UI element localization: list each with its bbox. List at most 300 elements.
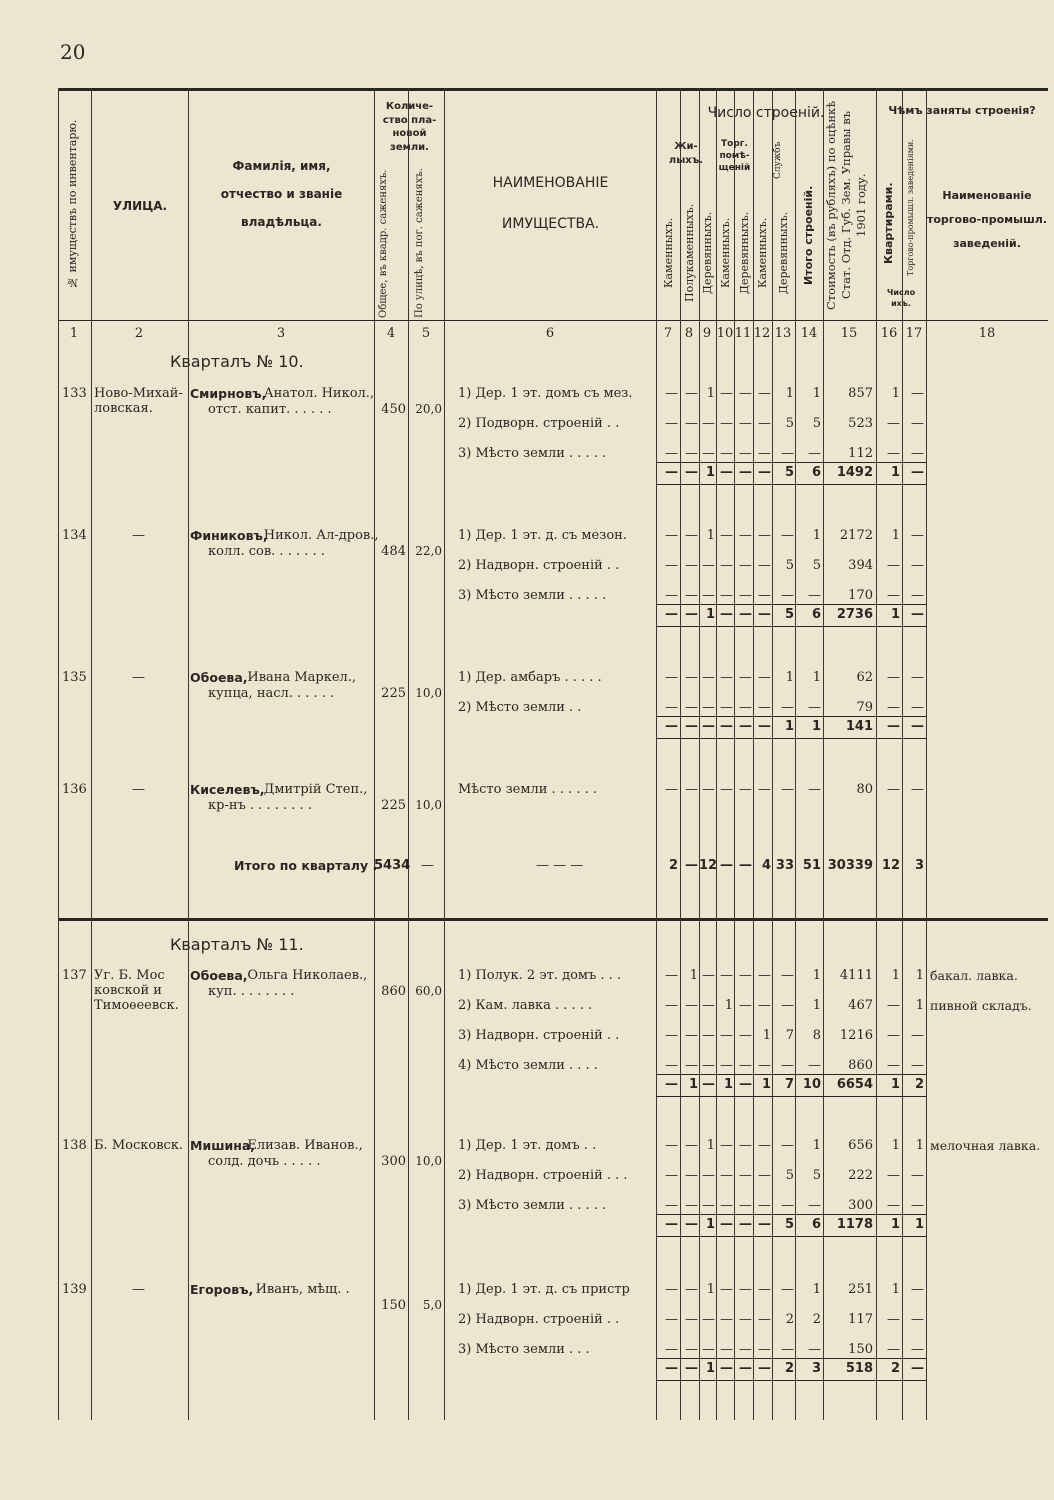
value-cell: — (808, 700, 821, 715)
header-c17: Торгово-промышл. заведеніями. (906, 139, 915, 277)
value-cell: 2 (668, 858, 678, 873)
value-cell: 300 (848, 1198, 873, 1213)
page-number: 20 (60, 40, 86, 64)
value-cell: — (685, 465, 698, 480)
value-cell: — (808, 1342, 821, 1357)
inventory-table (58, 88, 1048, 1420)
value-cell: — (758, 1058, 771, 1073)
value-cell: 1 (891, 1282, 900, 1297)
value-cell: 5 (784, 607, 794, 622)
value-cell: — (720, 700, 733, 715)
value-cell: 1 (891, 968, 900, 983)
value-cell: — (665, 1058, 678, 1073)
value-cell: — (911, 588, 924, 603)
property-item: 3) Надворн. строеній . . (458, 1028, 620, 1043)
owner-title: кр-нъ . . . . . . . . (208, 798, 312, 813)
column-number: 5 (421, 326, 431, 341)
value-cell: — (685, 1282, 698, 1297)
value-cell: — (781, 1282, 794, 1297)
value-cell: — (758, 998, 771, 1013)
value-cell: — (887, 1342, 900, 1357)
owner-name: Киселевъ, (190, 782, 265, 797)
column-number: 16 (880, 326, 898, 341)
value-cell: — (720, 1282, 733, 1297)
subtotal-rule (656, 1096, 926, 1097)
value-cell: — (720, 1217, 733, 1232)
value-cell: 12 (881, 858, 900, 873)
land-area: 225 (381, 798, 406, 813)
value-cell: — (739, 1312, 752, 1327)
header-trade: Торг. помѣ- щеній (718, 139, 751, 174)
header-inventory-no: № имуществъ по инвентарю. (66, 119, 79, 289)
column-number: 15 (840, 326, 858, 341)
header-count: Число ихъ. (886, 288, 916, 308)
value-cell: — (702, 968, 715, 983)
owner-details: Анатол. Никол., (263, 386, 375, 401)
value-cell: — (758, 1312, 771, 1327)
value-cell: — (781, 1138, 794, 1153)
value-cell: — (702, 700, 715, 715)
total-frontage: — (421, 858, 434, 873)
value-cell: 1 (890, 1077, 900, 1092)
land-frontage: 5,0 (422, 1298, 442, 1312)
value-cell: — (739, 782, 752, 797)
inventory-number: 138 (62, 1138, 87, 1153)
property-item: 1) Дер. 1 эт. д. съ мезон. (458, 528, 627, 543)
value-cell: — (665, 386, 678, 401)
value-cell: — (720, 1312, 733, 1327)
value-cell: — (685, 558, 698, 573)
value-cell: 1 (915, 998, 924, 1013)
value-cell: 1 (915, 1138, 924, 1153)
header-frontage: По улицѣ, въ пог. саженяхъ. (414, 168, 425, 318)
value-cell: 222 (848, 1168, 873, 1183)
value-cell: — (739, 858, 752, 873)
value-cell: 2 (914, 1077, 924, 1092)
header-c12: Каменныхъ. (756, 217, 769, 289)
owner-title: купца, насл. . . . . . (208, 686, 335, 701)
value-cell: — (720, 528, 733, 543)
value-cell: — (702, 1077, 715, 1092)
header-c18: Наименованіе торгово-промышл. заведеній. (926, 189, 1048, 251)
value-cell: — (665, 998, 678, 1013)
value-cell: — (739, 386, 752, 401)
value-cell: — (758, 782, 771, 797)
owner-title: колл. сов. . . . . . . (208, 544, 325, 559)
owner-details: Иванъ, мѣщ. . (255, 1282, 350, 1297)
column-number: 13 (774, 326, 792, 341)
value-cell: 1 (891, 386, 900, 401)
land-area: 450 (381, 402, 406, 417)
value-cell: 1 (891, 528, 900, 543)
value-cell: — (685, 700, 698, 715)
value-cell: — (911, 1168, 924, 1183)
value-cell: — (720, 858, 733, 873)
value-cell: — (665, 1168, 678, 1183)
value-cell: — (739, 1282, 752, 1297)
owner-details: Елизав. Иванов., (247, 1138, 363, 1153)
value-cell: — (758, 446, 771, 461)
value-cell: — (702, 558, 715, 573)
value-cell: — (739, 700, 752, 715)
inventory-number: 139 (62, 1282, 87, 1297)
value-cell: 6654 (836, 1077, 873, 1092)
column-number: 2 (134, 326, 144, 341)
header-c10: Каменныхъ. (719, 217, 732, 289)
value-cell: — (739, 446, 752, 461)
header-land: Количе- ство пла- новой земли. (382, 101, 437, 153)
value-cell: — (758, 968, 771, 983)
value-cell: — (702, 998, 715, 1013)
value-cell: 1492 (836, 465, 873, 480)
header-c8: Полукаменныхъ. (683, 203, 696, 303)
owner-title: солд. дочь . . . . . (208, 1154, 321, 1169)
value-cell: — (758, 558, 771, 573)
value-cell: — (720, 446, 733, 461)
value-cell: — (911, 1342, 924, 1357)
value-cell: — (665, 1282, 678, 1297)
value-cell: 1 (723, 1077, 733, 1092)
header-area: Общее, въ квадр. саженяхъ. (378, 169, 389, 318)
owner-title: отст. капит. . . . . . (208, 402, 332, 417)
value-cell: — (758, 1342, 771, 1357)
value-cell: 1 (890, 1217, 900, 1232)
value-cell: 1 (689, 968, 698, 983)
value-cell: 5 (785, 558, 794, 573)
value-cell: — (758, 528, 771, 543)
street: Ново-Михай- (94, 386, 183, 401)
value-cell: 5 (784, 1217, 794, 1232)
property-item: 2) Надворн. строеній . . . (458, 1168, 628, 1183)
land-frontage: 10,0 (415, 798, 442, 812)
value-cell: 112 (848, 446, 873, 461)
value-cell: 1216 (839, 1028, 873, 1043)
value-cell: — (887, 1312, 900, 1327)
value-cell: 1 (812, 968, 821, 983)
value-cell: 1 (785, 670, 794, 685)
value-cell: — (702, 1168, 715, 1183)
value-cell: — (720, 588, 733, 603)
owner-title: куп. . . . . . . . (208, 984, 295, 999)
value-cell: — (665, 607, 678, 622)
value-cell: 62 (856, 670, 873, 685)
value-cell: — (665, 700, 678, 715)
value-cell: 7 (784, 1077, 794, 1092)
owner-details: Ивана Маркел., (247, 670, 357, 685)
value-cell: — (758, 670, 771, 685)
value-cell: 394 (848, 558, 873, 573)
value-cell: — (758, 1138, 771, 1153)
value-cell: — (685, 416, 698, 431)
value-cell: — (702, 416, 715, 431)
value-cell: — (665, 670, 678, 685)
value-cell: — (739, 1077, 752, 1092)
street: ловская. (94, 401, 153, 416)
value-cell: — (739, 1058, 752, 1073)
value-cell: 1 (706, 528, 715, 543)
value-cell: — (911, 558, 924, 573)
subtotal-rule (656, 626, 926, 627)
header-street: УЛИЦА. (112, 199, 168, 213)
value-cell: 1 (705, 465, 715, 480)
value-cell: — (781, 588, 794, 603)
street: ковской и (94, 983, 162, 998)
value-cell: 1178 (836, 1217, 873, 1232)
value-cell: — (702, 1342, 715, 1357)
column-number: 9 (702, 326, 712, 341)
value-cell: — (720, 670, 733, 685)
value-cell: 1 (706, 1282, 715, 1297)
column-number: 7 (663, 326, 673, 341)
value-cell: — (685, 782, 698, 797)
value-cell: 518 (845, 1361, 873, 1376)
value-cell: — (685, 1138, 698, 1153)
value-cell: 170 (848, 588, 873, 603)
property-item: 3) Мѣсто земли . . . . . (458, 446, 607, 461)
value-cell: 30339 (827, 858, 873, 873)
value-cell: — (702, 1028, 715, 1043)
value-cell: 1 (812, 386, 821, 401)
value-cell: 2736 (836, 607, 873, 622)
value-cell: — (781, 968, 794, 983)
value-cell: — (665, 465, 678, 480)
value-cell: — (887, 1168, 900, 1183)
value-cell: — (665, 1138, 678, 1153)
value-cell: 1 (890, 607, 900, 622)
value-cell: — (887, 782, 900, 797)
value-cell: — (911, 446, 924, 461)
header-c7: Каменныхъ. (662, 217, 675, 289)
value-cell: — (808, 1058, 821, 1073)
value-cell: — (702, 588, 715, 603)
land-area: 484 (381, 544, 406, 559)
property-item: 3) Мѣсто земли . . . (458, 1342, 590, 1357)
value-cell: — (739, 1168, 752, 1183)
value-cell: — (665, 588, 678, 603)
value-cell: — (758, 1198, 771, 1213)
value-cell: — (887, 446, 900, 461)
value-cell: — (758, 719, 771, 734)
value-cell: — (887, 700, 900, 715)
value-cell: 1 (915, 968, 924, 983)
header-service: Службъ (773, 141, 783, 179)
subtotal-rule (656, 1236, 926, 1237)
value-cell: — (781, 1342, 794, 1357)
business-name: пивной складъ. (930, 998, 1032, 1013)
value-cell: — (685, 719, 698, 734)
value-cell: — (781, 998, 794, 1013)
value-cell: — (720, 1168, 733, 1183)
land-area: 860 (381, 984, 406, 999)
property-item: 2) Мѣсто земли . . (458, 700, 582, 715)
value-cell: — (685, 1058, 698, 1073)
owner-name: Егоровъ, (190, 1282, 254, 1297)
value-cell: — (739, 1138, 752, 1153)
subtotal-rule (656, 1380, 926, 1381)
value-cell: 6 (811, 607, 821, 622)
value-cell: 5 (784, 465, 794, 480)
column-number: 4 (386, 326, 396, 341)
land-frontage: 20,0 (415, 402, 442, 416)
business-name: мелочная лавка. (930, 1138, 1041, 1153)
value-cell: — (911, 1058, 924, 1073)
value-cell: 51 (802, 858, 821, 873)
value-cell: — (739, 1342, 752, 1357)
value-cell: — (781, 446, 794, 461)
land-frontage: 10,0 (415, 1154, 442, 1168)
quarter-11-title: Кварталъ № 11. (170, 935, 304, 954)
value-cell: — (911, 416, 924, 431)
owner-name: Финиковъ, (190, 528, 268, 543)
property-item: 4) Мѣсто земли . . . . (458, 1058, 598, 1073)
value-cell: 1 (761, 1077, 771, 1092)
value-cell: — (720, 1058, 733, 1073)
subtotal-rule (656, 1214, 926, 1215)
value-cell: — (685, 1168, 698, 1183)
value-cell: — (720, 386, 733, 401)
value-cell: — (911, 1028, 924, 1043)
value-cell: — (665, 1312, 678, 1327)
value-cell: 1 (688, 1077, 698, 1092)
total-item: — — — (536, 858, 584, 873)
value-cell: 5 (785, 1168, 794, 1183)
quarter-10-title: Кварталъ № 10. (170, 352, 304, 371)
property-item: 3) Мѣсто земли . . . . . (458, 1198, 607, 1213)
value-cell: — (887, 719, 900, 734)
value-cell: — (887, 1058, 900, 1073)
value-cell: 6 (811, 1217, 821, 1232)
value-cell: — (758, 465, 771, 480)
value-cell: 1 (812, 1282, 821, 1297)
header-c16: Квартирами. (882, 182, 895, 264)
value-cell: — (665, 1198, 678, 1213)
street: — (132, 528, 145, 543)
subtotal-rule (656, 1074, 926, 1075)
value-cell: — (887, 1198, 900, 1213)
column-number: 10 (716, 326, 734, 341)
owner-name: Обоева, (190, 968, 248, 983)
value-cell: — (685, 1312, 698, 1327)
value-cell: — (758, 700, 771, 715)
value-cell: — (739, 1028, 752, 1043)
value-cell: — (758, 1282, 771, 1297)
value-cell: — (685, 858, 698, 873)
value-cell: — (781, 700, 794, 715)
inventory-number: 136 (62, 782, 87, 797)
value-cell: 79 (856, 700, 873, 715)
value-cell: — (887, 416, 900, 431)
subtotal-rule (656, 1358, 926, 1359)
value-cell: — (781, 1058, 794, 1073)
owner-details: Никол. Ал-дров., (263, 528, 379, 543)
value-cell: 1 (812, 528, 821, 543)
header-c11: Деревянныхъ. (738, 211, 751, 295)
value-cell: — (720, 607, 733, 622)
owner-name: Обоева, (190, 670, 248, 685)
value-cell: 2 (784, 1361, 794, 1376)
land-frontage: 60,0 (415, 984, 442, 998)
inventory-number: 133 (62, 386, 87, 401)
value-cell: — (665, 1342, 678, 1357)
value-cell: 150 (848, 1342, 873, 1357)
column-number: 6 (545, 326, 555, 341)
land-frontage: 22,0 (415, 544, 442, 558)
value-cell: — (739, 719, 752, 734)
street: Тимоѳеевск. (94, 998, 179, 1013)
value-cell: — (720, 465, 733, 480)
subtotal-rule (656, 716, 926, 717)
value-cell: 1 (706, 1138, 715, 1153)
value-cell: 80 (856, 782, 873, 797)
inventory-number: 134 (62, 528, 87, 543)
value-cell: 8 (812, 1028, 821, 1043)
value-cell: — (665, 1361, 678, 1376)
header-buildings: Число строеній. (707, 105, 825, 121)
value-cell: — (720, 719, 733, 734)
value-cell: — (665, 528, 678, 543)
value-cell: — (911, 670, 924, 685)
value-cell: — (739, 416, 752, 431)
street: Уг. Б. Мос (94, 968, 165, 983)
value-cell: 4 (761, 858, 771, 873)
value-cell: — (739, 588, 752, 603)
value-cell: — (665, 416, 678, 431)
value-cell: — (702, 1198, 715, 1213)
value-cell: — (665, 782, 678, 797)
value-cell: — (685, 588, 698, 603)
value-cell: 5 (812, 416, 821, 431)
value-cell: 1 (705, 1361, 715, 1376)
land-area: 300 (381, 1154, 406, 1169)
property-item: 3) Мѣсто земли . . . . . (458, 588, 607, 603)
value-cell: 3 (914, 858, 924, 873)
value-cell: — (758, 588, 771, 603)
value-cell: 1 (812, 1138, 821, 1153)
value-cell: — (911, 386, 924, 401)
value-cell: — (720, 782, 733, 797)
property-item: 2) Подворн. строеній . . (458, 416, 620, 431)
value-cell: 3 (811, 1361, 821, 1376)
value-cell: — (887, 670, 900, 685)
value-cell: 12 (699, 858, 718, 873)
value-cell: 2 (812, 1312, 821, 1327)
value-cell: — (702, 1312, 715, 1327)
value-cell: — (739, 998, 752, 1013)
property-item: 1) Дер. амбаръ . . . . . (458, 670, 602, 685)
street: — (132, 670, 145, 685)
value-cell: — (702, 782, 715, 797)
value-cell: — (685, 528, 698, 543)
value-cell: — (911, 1282, 924, 1297)
value-cell: — (665, 1028, 678, 1043)
value-cell: 1 (762, 1028, 771, 1043)
value-cell: — (781, 528, 794, 543)
value-cell: — (720, 1028, 733, 1043)
business-name: бакал. лавка. (930, 968, 1018, 983)
value-cell: — (911, 782, 924, 797)
value-cell: — (758, 1361, 771, 1376)
value-cell: — (887, 588, 900, 603)
column-number: 3 (276, 326, 286, 341)
value-cell: — (758, 416, 771, 431)
inventory-number: 137 (62, 968, 87, 983)
property-item: Мѣсто земли . . . . . . (458, 782, 597, 797)
value-cell: — (685, 670, 698, 685)
land-frontage: 10,0 (415, 686, 442, 700)
value-cell: — (720, 1198, 733, 1213)
value-cell: 141 (845, 719, 873, 734)
value-cell: 2 (785, 1312, 794, 1327)
